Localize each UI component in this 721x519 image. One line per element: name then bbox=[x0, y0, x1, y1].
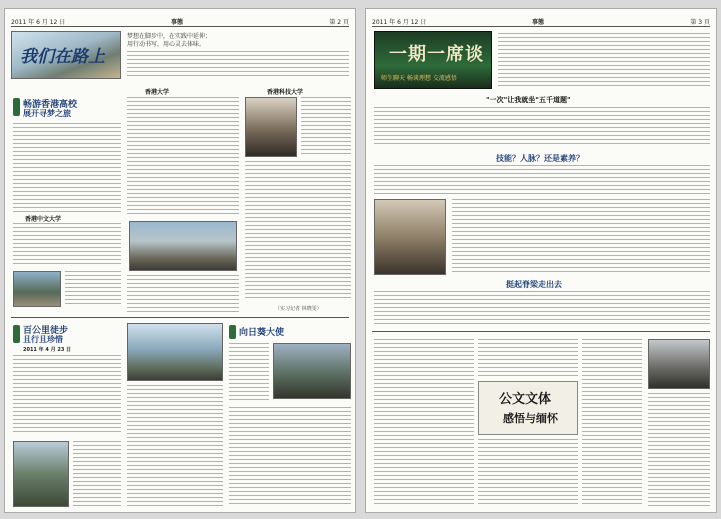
header-date: 2011 年 6 月 12 日 bbox=[11, 19, 66, 26]
article-text bbox=[127, 385, 223, 507]
header-page-number: 第 3 頁 bbox=[690, 19, 710, 26]
article-text bbox=[478, 439, 578, 507]
section-heading: 香港大学 bbox=[145, 89, 170, 96]
section-divider bbox=[11, 317, 349, 318]
group-photo bbox=[129, 221, 237, 271]
banner-subtitle: 师生聊天 畅谈理想 交流感悟 bbox=[381, 75, 457, 82]
calligraphy-title: 公文文体 bbox=[499, 392, 552, 407]
article-text bbox=[65, 271, 121, 307]
article-text bbox=[374, 339, 474, 507]
article-title: 技能？人脉？还是素养？ bbox=[496, 154, 584, 163]
hiking-photo bbox=[13, 441, 69, 507]
article-text bbox=[374, 291, 710, 325]
team-photo bbox=[127, 323, 223, 381]
header-section: 事態 bbox=[171, 19, 184, 26]
left-page bbox=[4, 8, 356, 513]
article-marker-icon bbox=[229, 325, 236, 339]
speaker-photo bbox=[374, 199, 446, 275]
portrait-photo bbox=[648, 339, 710, 389]
article-marker-icon bbox=[13, 98, 20, 116]
banner-title: 一期一席谈 bbox=[389, 44, 484, 65]
article-title: 向日葵大使 bbox=[239, 328, 285, 338]
article-text bbox=[374, 165, 710, 195]
road-banner-photo bbox=[11, 31, 121, 79]
article-text bbox=[13, 123, 121, 213]
article-text bbox=[229, 407, 351, 507]
article-text bbox=[452, 199, 710, 275]
calligraphy-frame bbox=[478, 381, 578, 435]
article-subtitle: 展开寻梦之旅 bbox=[23, 109, 71, 118]
calligraphy-subtitle: 感悟与缅怀 bbox=[503, 412, 558, 425]
talk-banner bbox=[374, 31, 492, 89]
section-divider bbox=[372, 331, 710, 332]
article-marker-icon bbox=[13, 325, 20, 343]
intro-block bbox=[127, 33, 349, 49]
section-heading: 香港中文大学 bbox=[25, 216, 62, 223]
article-text bbox=[648, 393, 710, 507]
intro-line: 用行动书写，用心灵去体味。 bbox=[127, 41, 206, 48]
student-photo bbox=[245, 97, 297, 157]
intro-text bbox=[127, 51, 349, 79]
banner-title: 我们在路上 bbox=[20, 47, 105, 67]
article-title: 挺起脊梁走出去 bbox=[506, 280, 562, 289]
article-text bbox=[301, 97, 351, 157]
article-title: 百公里徒步 bbox=[23, 326, 69, 336]
intro-line: 梦想在脚步中，在实践中延伸； bbox=[127, 33, 212, 40]
article-text bbox=[374, 107, 710, 147]
right-page bbox=[365, 8, 717, 513]
intro-text bbox=[498, 33, 710, 89]
article-text bbox=[478, 339, 578, 377]
article-text bbox=[582, 339, 642, 507]
article-subtitle: 且行且珍惜 bbox=[23, 335, 63, 344]
right-page-header bbox=[372, 15, 710, 27]
left-page-header bbox=[11, 15, 349, 27]
quote-heading: "一次"让我就坐"五千道题" bbox=[486, 96, 571, 104]
header-date: 2011 年 6 月 12 日 bbox=[372, 19, 427, 26]
article-text bbox=[13, 355, 121, 435]
article-text bbox=[13, 223, 121, 267]
article-date: 2011 年 4 月 23 日 bbox=[23, 347, 72, 353]
volunteer-photo bbox=[273, 343, 351, 399]
article-text bbox=[229, 343, 269, 403]
article-text bbox=[73, 441, 121, 507]
footer-note: （实习记者 林晓雯） bbox=[275, 306, 322, 312]
article-title: 畅游香港高校 bbox=[23, 100, 78, 110]
article-text bbox=[245, 161, 351, 301]
header-section: 事態 bbox=[532, 19, 545, 26]
article-text bbox=[127, 97, 239, 217]
section-heading: 香港科技大学 bbox=[267, 89, 304, 96]
campus-photo bbox=[13, 271, 61, 307]
header-page-number: 第 2 頁 bbox=[329, 19, 349, 26]
article-text bbox=[127, 275, 239, 315]
